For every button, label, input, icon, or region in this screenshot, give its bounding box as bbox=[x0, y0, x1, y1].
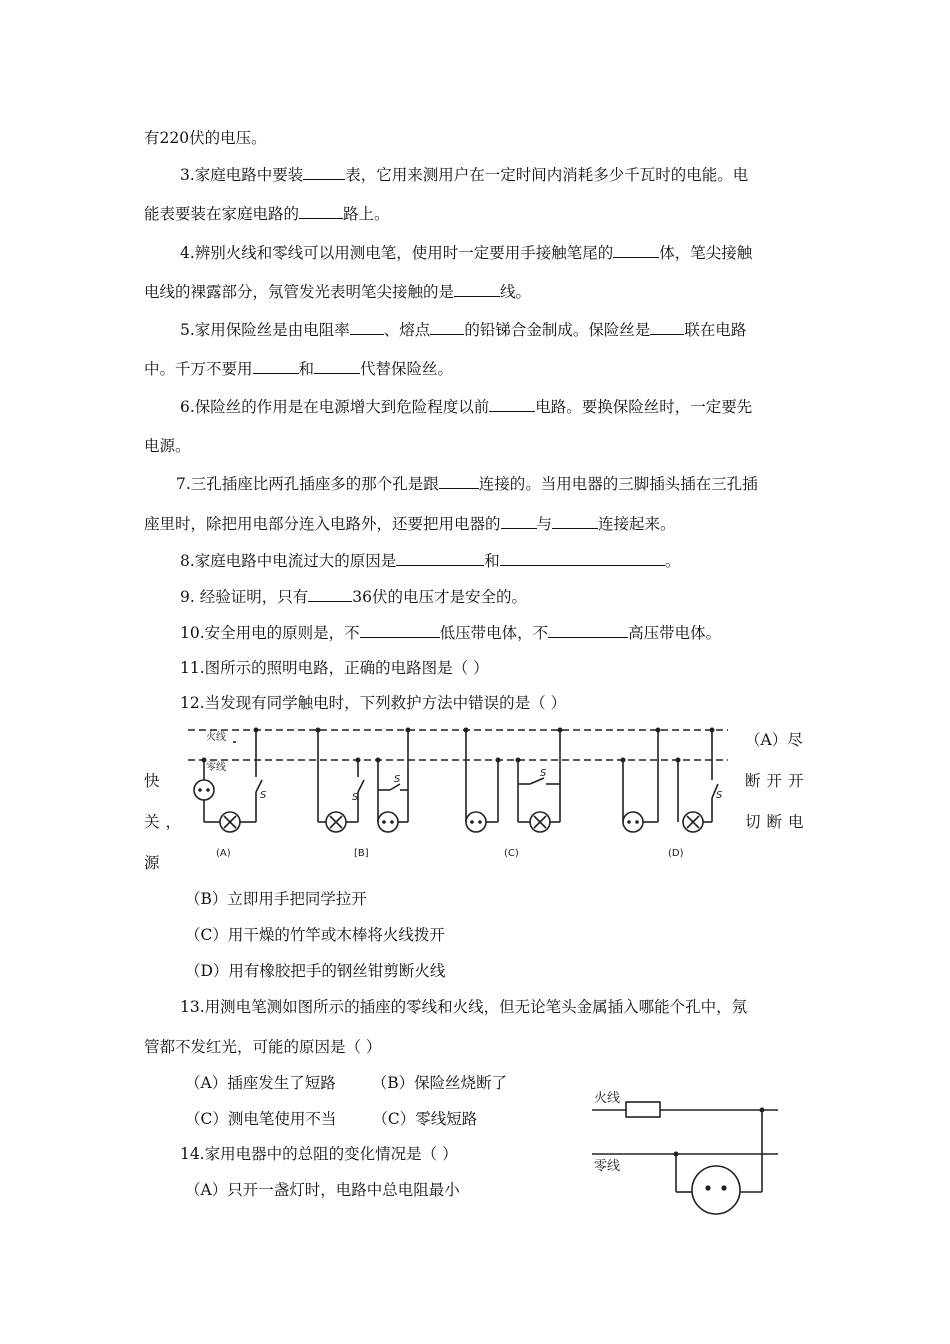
answer-blank[interactable] bbox=[314, 359, 360, 374]
option-a-left-1: 快 bbox=[144, 772, 160, 790]
option-a-left-3: 源 bbox=[144, 854, 160, 872]
switch-label: S bbox=[352, 792, 359, 803]
caption-b: [B] bbox=[354, 848, 369, 859]
question-4-line1: 4.辨别火线和零线可以用测电笔，使用时一定要用手接触笔尾的 体，笔尖接触 bbox=[180, 244, 753, 262]
question-4-line2: 电线的裸露部分，氖管发光表明笔尖接触的是 线。 bbox=[144, 283, 532, 301]
fire-line-label: 火线 bbox=[594, 1091, 621, 1106]
answer-blank[interactable] bbox=[253, 359, 299, 374]
question-13-options-2: （C）测电笔使用不当 （C）零线短路 bbox=[185, 1110, 478, 1128]
socket-circuit-figure bbox=[592, 1088, 782, 1218]
question-13-options-1: （A）插座发生了短路 （B）保险丝烧断了 bbox=[185, 1074, 508, 1092]
circuit-figure-1 bbox=[188, 722, 733, 867]
option-a-left-2: 关， bbox=[144, 813, 188, 831]
answer-blank[interactable] bbox=[350, 320, 384, 335]
answer-blank[interactable] bbox=[613, 243, 659, 258]
question-6-line2: 电源。 bbox=[144, 437, 191, 455]
question-3-line2: 能表要装在家庭电路的 路上。 bbox=[144, 205, 390, 223]
answer-blank[interactable] bbox=[303, 165, 345, 180]
zero-line-label: 零线 bbox=[206, 762, 226, 773]
answer-blank[interactable] bbox=[552, 514, 598, 529]
question-7-line1: 7.三孔插座比两孔插座多的那个孔是跟 连接的。当用电器的三脚插头插在三孔插 bbox=[176, 475, 758, 493]
option-a-right-3: 切断电 bbox=[745, 813, 810, 831]
answer-blank[interactable] bbox=[500, 551, 665, 566]
caption-d: (D) bbox=[668, 848, 684, 859]
question-3-line1: 3.家庭电路中要装 表，它用来测用户在一定时间内消耗多少千瓦时的电能。电 bbox=[180, 166, 749, 184]
question-5-line1: 5.家用保险丝是由电阻率 、熔点 的铅锑合金制成。保险丝是 联在电路 bbox=[180, 321, 747, 339]
caption-a: (A) bbox=[216, 848, 231, 859]
answer-blank[interactable] bbox=[308, 587, 352, 602]
fire-line-label: 火线 bbox=[206, 732, 226, 743]
answer-blank[interactable] bbox=[489, 397, 535, 412]
question-6-line1: 6.保险丝的作用是在电源增大到危险程度以前 电路。要换保险丝时，一定要先 bbox=[180, 398, 753, 416]
caption-c: (C) bbox=[504, 848, 519, 859]
question-14: 14.家用电器中的总阻的变化情况是（ ） bbox=[180, 1145, 458, 1163]
question-12: 12.当发现有同学触电时，下列救护方法中错误的是（ ） bbox=[180, 694, 567, 712]
option-b: （B）立即用手把同学拉开 bbox=[185, 890, 367, 908]
question-8: 8.家庭电路中电流过大的原因是 和 。 bbox=[180, 552, 681, 570]
answer-blank[interactable] bbox=[548, 623, 628, 638]
text-line: 有220伏的电压。 bbox=[144, 129, 267, 147]
zero-line-label: 零线 bbox=[594, 1159, 621, 1174]
answer-blank[interactable] bbox=[430, 320, 464, 335]
option-a-right-2: 断开开 bbox=[745, 772, 810, 790]
answer-blank[interactable] bbox=[501, 514, 537, 529]
question-13-line1: 13.用测电笔测如图所示的插座的零线和火线，但无论笔头金属插入哪能个孔中，氖 bbox=[180, 998, 748, 1016]
option-c: （C）用干燥的竹竿或木棒将火线拨开 bbox=[185, 926, 445, 944]
answer-blank[interactable] bbox=[360, 623, 440, 638]
question-14-option-a: （A）只开一盏灯时，电路中总电阻最小 bbox=[185, 1181, 460, 1199]
answer-blank[interactable] bbox=[396, 551, 484, 566]
switch-label: S bbox=[394, 774, 401, 785]
question-10: 10.安全用电的原则是，不 低压带电体，不 高压带电体。 bbox=[180, 624, 722, 642]
switch-label: S bbox=[540, 768, 547, 779]
answer-blank[interactable] bbox=[454, 282, 500, 297]
question-5-line2: 中。千万不要用 和 代替保险丝。 bbox=[144, 360, 454, 378]
question-11: 11.图所示的照明电路，正确的电路图是（ ） bbox=[180, 659, 489, 677]
question-9: 9. 经验证明，只有 36伏的电压才是安全的。 bbox=[180, 588, 527, 606]
question-13-line2: 管都不发红光，可能的原因是（ ） bbox=[144, 1038, 382, 1056]
switch-label: S bbox=[260, 790, 267, 801]
switch-label: S bbox=[716, 790, 723, 801]
answer-blank[interactable] bbox=[650, 320, 684, 335]
option-a-right-1: （A）尽 bbox=[745, 731, 803, 749]
question-7-line2: 座里时，除把用电部分连入电路外，还要把用电器的 与 连接起来。 bbox=[144, 515, 676, 533]
answer-blank[interactable] bbox=[439, 474, 479, 489]
answer-blank[interactable] bbox=[299, 204, 343, 219]
option-d: （D）用有橡胶把手的钢丝钳剪断火线 bbox=[185, 962, 446, 980]
